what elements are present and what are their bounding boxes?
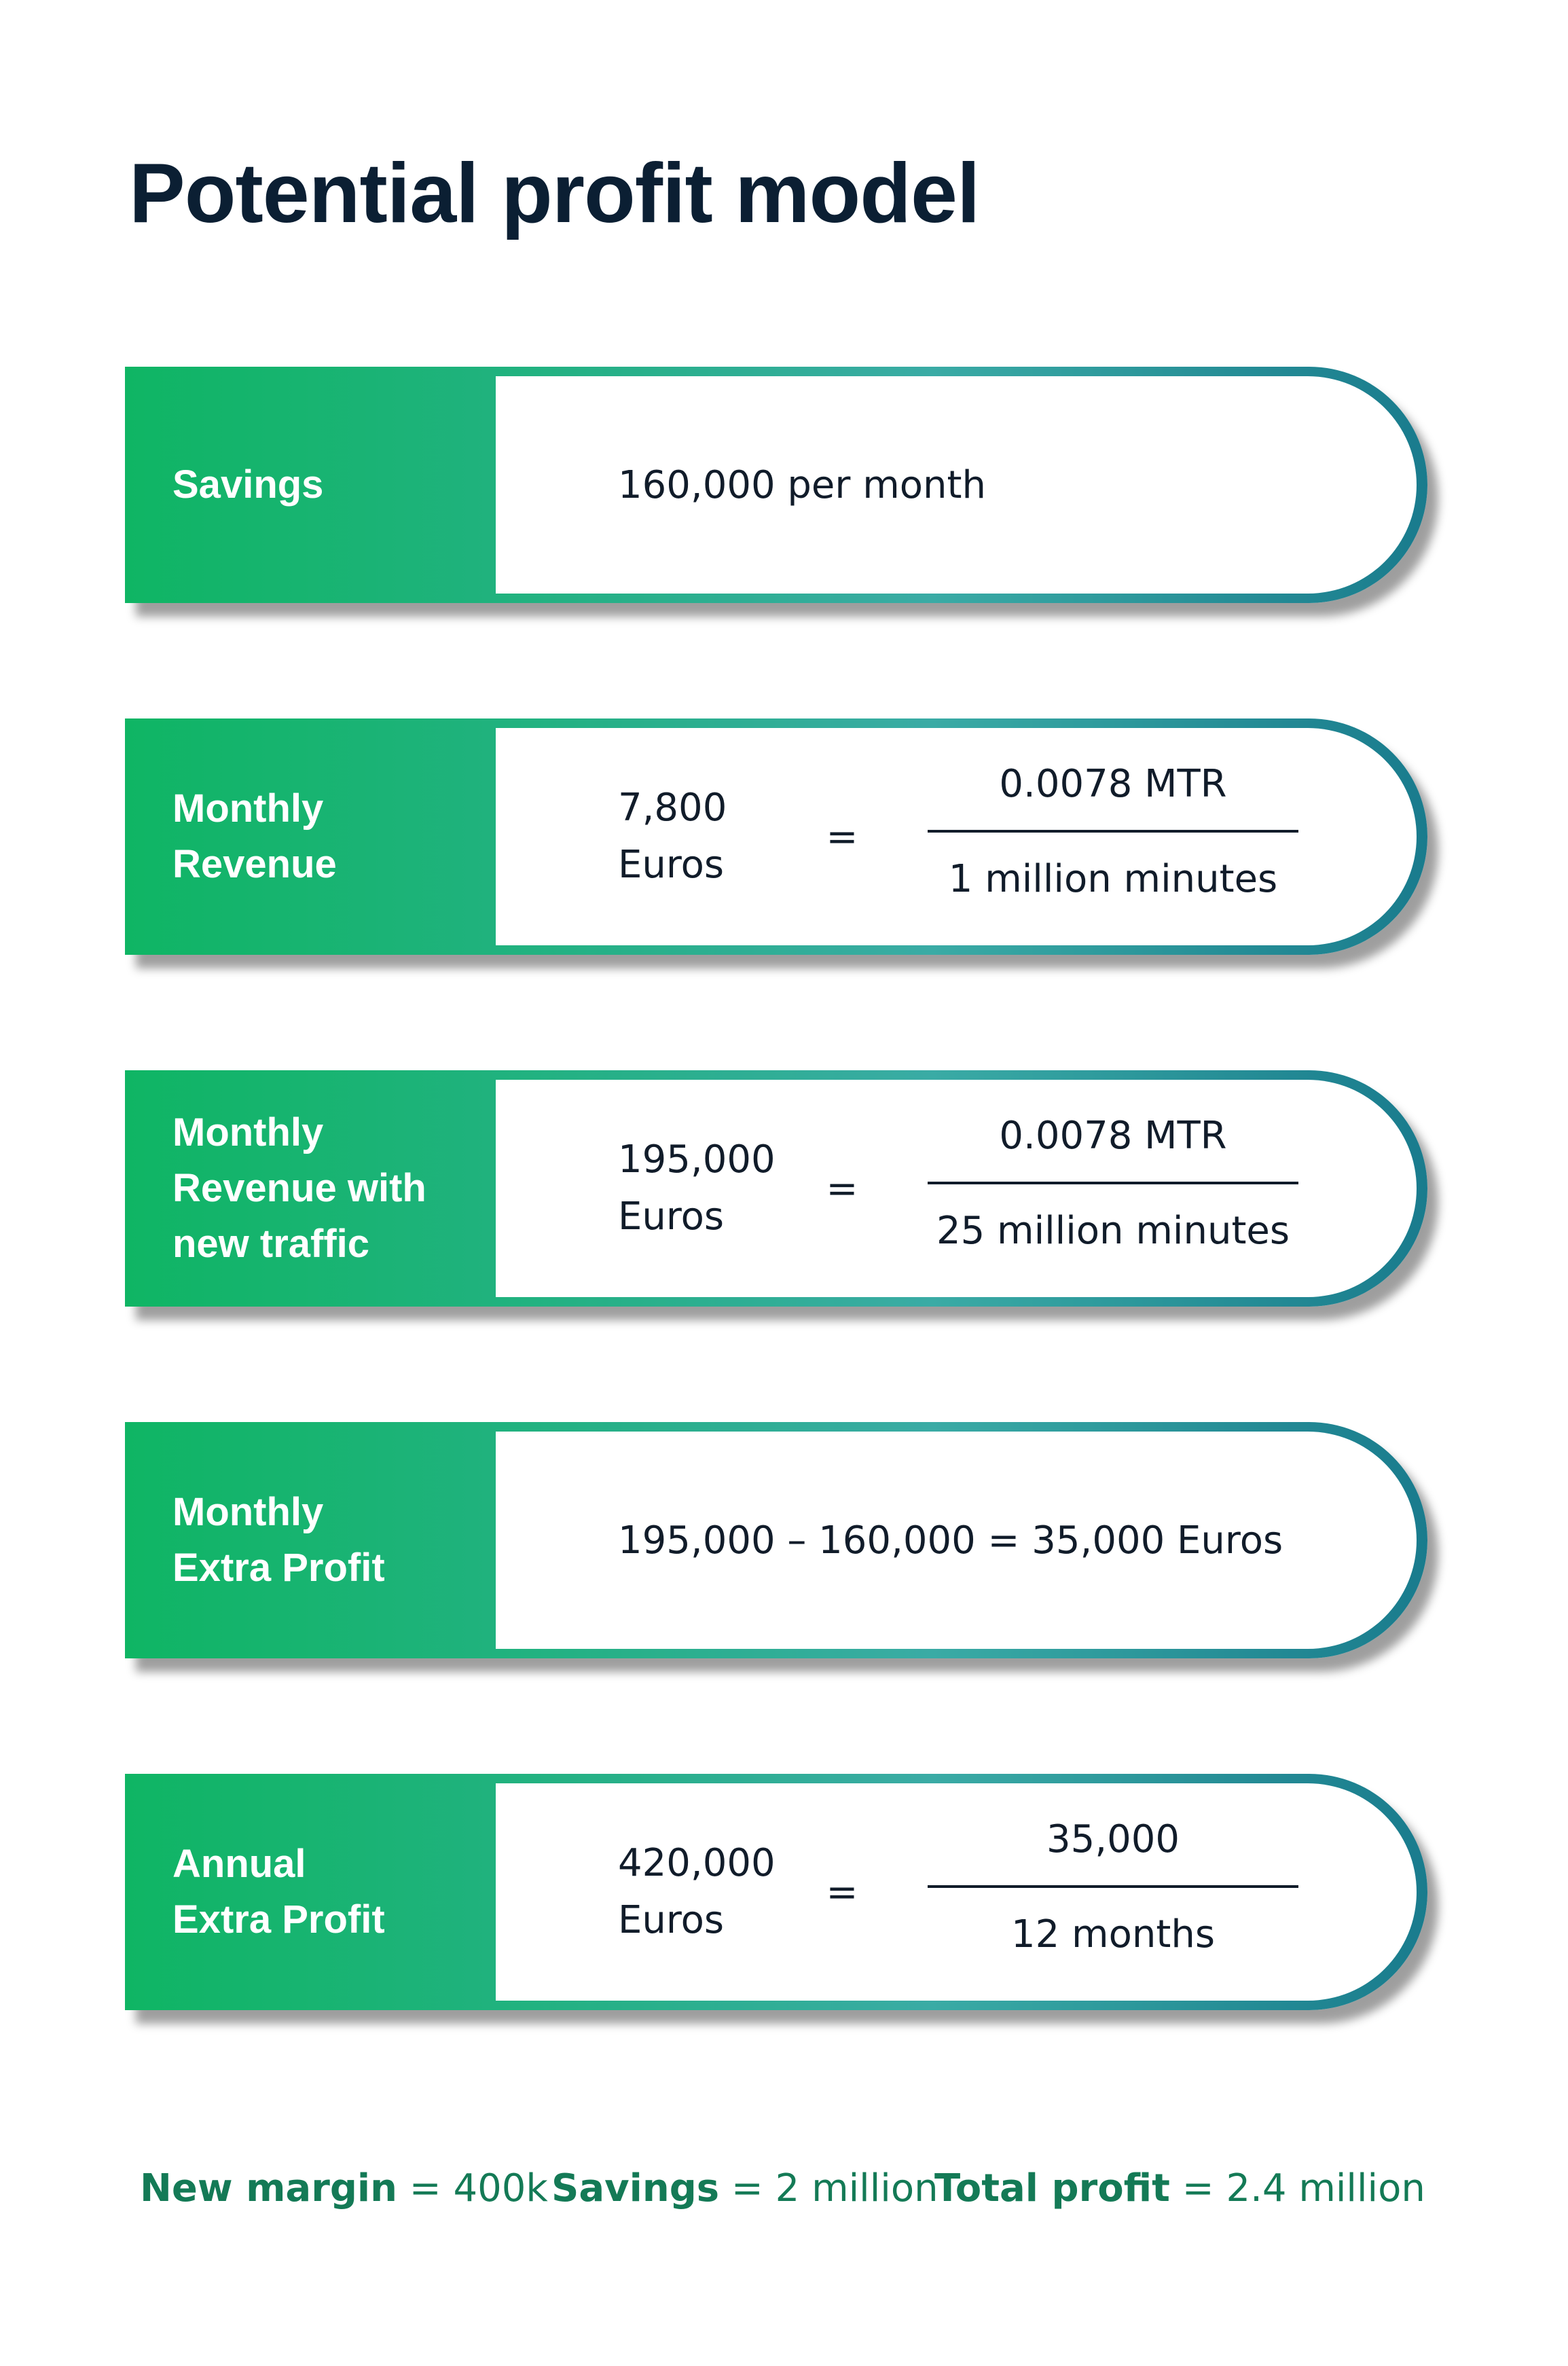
card-label-line: Monthly (172, 1490, 324, 1534)
card-value-line: 195,000 (618, 1138, 776, 1182)
card-text: 160,000 per month (618, 462, 986, 507)
fraction-bar (928, 1885, 1298, 1888)
fraction-numerator: 35,000 (1046, 1817, 1180, 1861)
card-value (618, 728, 795, 945)
fraction-denominator: 1 million minutes (948, 857, 1278, 901)
summary-savings (551, 2166, 938, 2210)
fraction-numerator: 0.0078 MTR (999, 762, 1227, 806)
card-label-line: new traffic (172, 1222, 370, 1266)
card-label (172, 718, 492, 955)
card-label-line: Revenue (172, 842, 337, 886)
equals-sign: = (826, 1166, 858, 1211)
fraction (928, 1080, 1298, 1297)
page-title: Potential profit model (129, 147, 980, 240)
card-panel (496, 1080, 1417, 1297)
card-label (172, 1422, 492, 1658)
card-monthly-extra-profit (125, 1422, 1427, 1658)
card-monthly-revenue-new-traffic (125, 1070, 1427, 1307)
equals-sign: = (826, 1870, 858, 1914)
card-panel (496, 1783, 1417, 2001)
summary-value: = 400k (397, 2166, 548, 2210)
card-label-line: Revenue with (172, 1166, 426, 1210)
card-value-line: Euros (618, 1898, 725, 1942)
equals-sign: = (826, 814, 858, 859)
card-panel (496, 376, 1417, 594)
card-label (172, 1070, 492, 1307)
fraction-bar (928, 830, 1298, 833)
summary-key: Total profit (934, 2166, 1170, 2210)
summary-new-margin (140, 2166, 548, 2210)
card-value-line: 420,000 (618, 1841, 776, 1885)
fraction-denominator: 12 months (1011, 1912, 1215, 1956)
card-value-line: Euros (618, 1195, 725, 1239)
fraction (928, 728, 1298, 945)
fraction-numerator: 0.0078 MTR (999, 1114, 1227, 1158)
fraction (928, 1783, 1298, 2001)
card-label-line: Monthly (172, 786, 324, 831)
card-panel (496, 728, 1417, 945)
card-panel (496, 1432, 1417, 1649)
card-annual-extra-profit (125, 1774, 1427, 2010)
card-text: 195,000 – 160,000 = 35,000 Euros (618, 1518, 1283, 1563)
card-label-line: Extra Profit (172, 1897, 385, 1942)
fraction-bar (928, 1182, 1298, 1184)
card-value (618, 1080, 795, 1297)
summary-key: New margin (140, 2166, 397, 2210)
summary-value: = 2 million (719, 2166, 938, 2210)
card-label-line: Annual (172, 1842, 306, 1886)
card-value-line: 7,800 (618, 786, 727, 830)
summary-key: Savings (551, 2166, 720, 2210)
summary-total-profit (934, 2166, 1425, 2210)
card-label (172, 367, 492, 603)
card-label-line: Monthly (172, 1110, 324, 1154)
card-value (618, 1783, 795, 2001)
card-value-line: Euros (618, 843, 725, 887)
card-label-line: Savings (172, 462, 324, 507)
card-savings (125, 367, 1427, 603)
card-label-line: Extra Profit (172, 1546, 385, 1590)
summary-value: = 2.4 million (1169, 2166, 1425, 2210)
card-monthly-revenue (125, 718, 1427, 955)
card-label (172, 1774, 492, 2010)
fraction-denominator: 25 million minutes (936, 1209, 1290, 1253)
